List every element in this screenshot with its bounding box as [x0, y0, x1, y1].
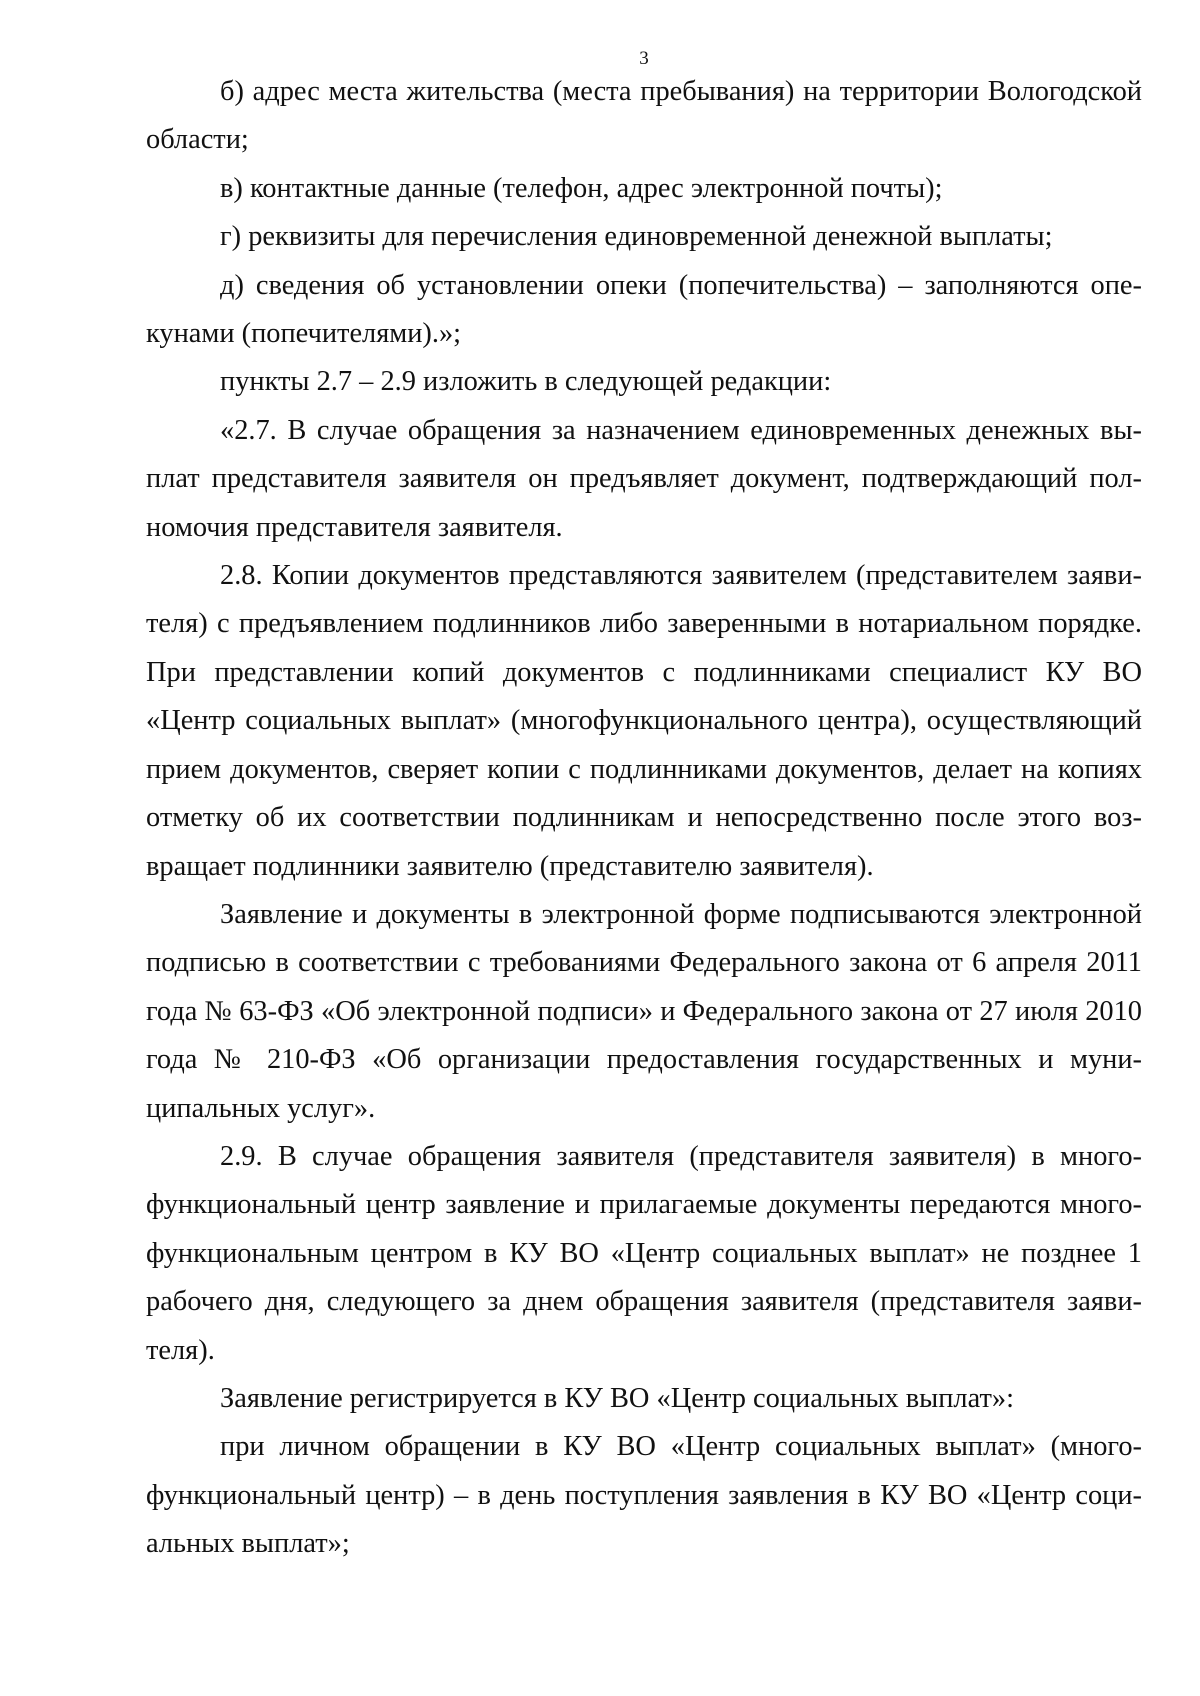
- paragraph-item-d-guardianship: д) сведения об установлении опеки (попечительства) – заполняются опекунами (попечителями).»;: [146, 269, 1142, 350]
- paragraph-clause-2-8: 2.8. Копии документов представляются заявителем (представителем заявителя) с предъявлением подлинников либо заверенными в нотариальном порядке. При представлении копий документов с подлинниками специалист КУ ВО «Центр социальных выплат» (многофункционального центра), осуществляющий прием документов, сверяет копии с подлинниками документов, делает на копиях отметку об их соответствии подлинникам и непосредственно после этого возвращает подлинники заявителю (представителю заявителя).: [146, 560, 1142, 882]
- paragraph-clause-2-9: 2.9. В случае обращения заявителя (представителя заявителя) в многофункциональный центр заявление и прилагаемые документы передаются многофункциональным центром в КУ ВО «Центр социальных выплат» не позднее 1 рабочего дня, следующего за днем обращения заявителя (представителя заявителя).: [146, 1140, 1142, 1366]
- paragraph-registration-intro: Заявление регистрируется в КУ ВО «Центр социальных выплат»:: [220, 1382, 1014, 1414]
- document-body: [146, 68, 1142, 1569]
- page-number: 3: [639, 48, 649, 69]
- paragraph-item-g-payment-details: г) реквизиты для перечисления единовременной денежной выплаты;: [220, 221, 1053, 253]
- paragraph-personal-appeal: при личном обращении в КУ ВО «Центр социальных выплат» (многофункциональный центр) – в день поступления заявления в КУ ВО «Центр социальных выплат»;: [146, 1431, 1142, 1560]
- paragraph-electronic-signature: Заявление и документы в электронной форме подписываются электронной подписью в соответствии с требованиями Федерального закона от 6 апреля 2011 года № 63-ФЗ «Об электронной подписи» и Федерального закона от 27 июля 2010 года № 210-ФЗ «Об организации предоставления государственных и муниципальных услуг».: [146, 898, 1142, 1124]
- paragraph-item-b-address: б) адрес места жительства (места пребывания) на территории Вологодской области;: [146, 76, 1142, 156]
- paragraph-amendment-intro: пункты 2.7 – 2.9 изложить в следующей редакции:: [220, 366, 832, 398]
- paragraph-clause-2-7: «2.7. В случае обращения за назначением единовременных денежных выплат представителя заявителя он предъявляет документ, подтверждающий полномочия представителя заявителя.: [146, 414, 1142, 543]
- paragraph-item-v-contacts: в) контактные данные (телефон, адрес электронной почты);: [220, 172, 943, 204]
